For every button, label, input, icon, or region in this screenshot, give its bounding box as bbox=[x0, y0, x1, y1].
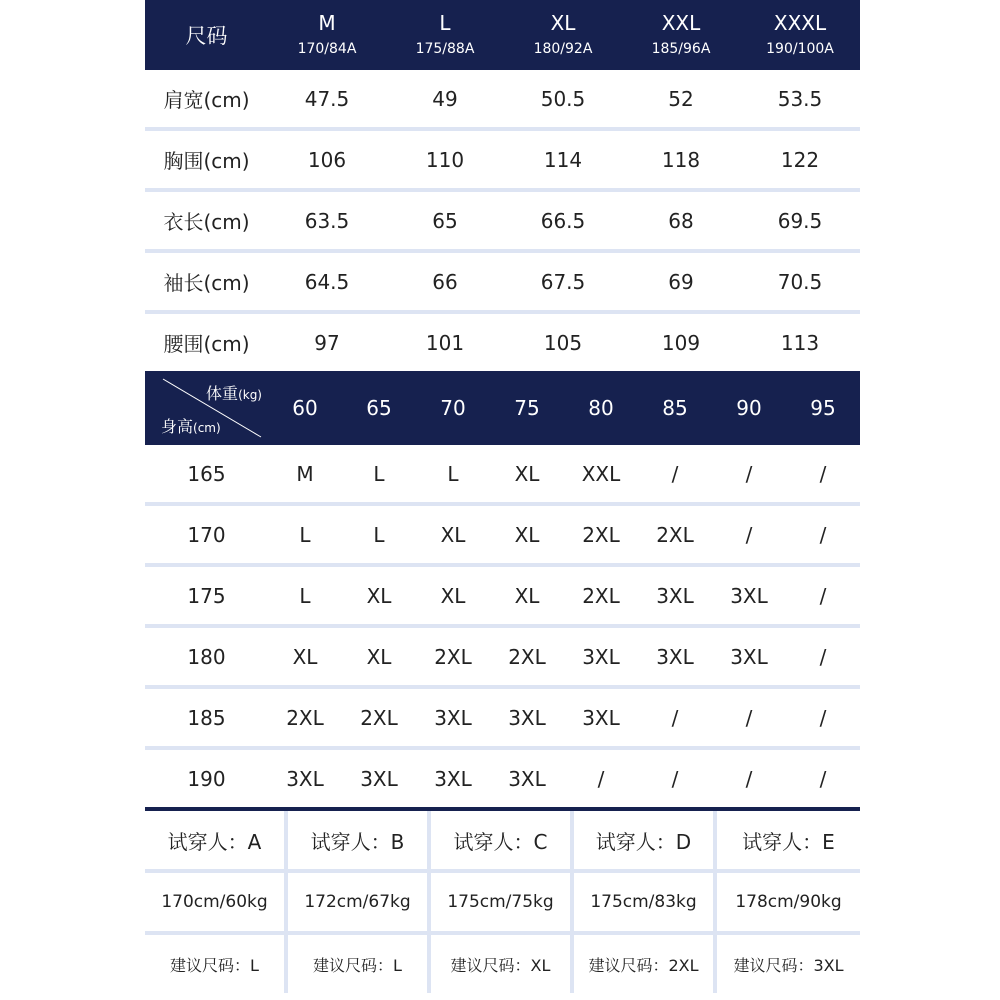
weight-col: 75 bbox=[514, 396, 540, 420]
table-cell: 47.5 bbox=[304, 86, 350, 111]
try-on-name: 试穿人：B bbox=[288, 811, 431, 869]
height-value: 190 bbox=[187, 766, 226, 791]
size-chart bbox=[145, 0, 860, 993]
table-row bbox=[145, 750, 860, 807]
try-on-measure: 170cm/60kg bbox=[145, 873, 288, 931]
try-on-suggest: 建议尺码：3XL bbox=[733, 955, 844, 975]
table-cell: XL bbox=[514, 583, 540, 608]
row-label: 腰围(cm) bbox=[163, 332, 250, 356]
try-on-name: 试穿人：D bbox=[574, 811, 717, 869]
table-row bbox=[145, 131, 860, 188]
table-cell: L bbox=[373, 522, 385, 547]
table-cell: XXL bbox=[581, 461, 621, 486]
table-cell: 2XL bbox=[582, 583, 620, 608]
table-cell: 67.5 bbox=[540, 269, 586, 294]
table-cell: M bbox=[296, 461, 314, 486]
try-on-table bbox=[145, 811, 860, 993]
weight-col: 70 bbox=[440, 396, 466, 420]
size-header-label: 尺码 bbox=[185, 24, 228, 48]
try-on-measure: 175cm/83kg bbox=[574, 873, 717, 931]
try-on-name: 试穿人：A bbox=[145, 811, 288, 869]
table-cell: / bbox=[597, 766, 605, 791]
try-on-names-row bbox=[145, 811, 860, 869]
try-on-name: 试穿人：E bbox=[742, 829, 835, 854]
row-label: 袖长(cm) bbox=[163, 271, 250, 295]
table-cell: 66.5 bbox=[540, 208, 586, 233]
table-cell: / bbox=[745, 705, 753, 730]
table-cell: 53.5 bbox=[777, 86, 823, 111]
table-cell: / bbox=[819, 583, 827, 608]
table-cell: 97 bbox=[314, 330, 340, 355]
table-cell: 2XL bbox=[656, 522, 694, 547]
size-col-l: L 175/88A bbox=[415, 11, 475, 57]
table-cell: 118 bbox=[661, 147, 701, 172]
table-cell: 49 bbox=[432, 86, 458, 111]
table-row bbox=[145, 689, 860, 746]
recommend-table-header bbox=[145, 371, 860, 445]
size-col-xxl: XXL 185/96A bbox=[651, 11, 711, 57]
table-row bbox=[145, 628, 860, 685]
table-cell: 3XL bbox=[508, 766, 546, 791]
table-cell: 2XL bbox=[434, 644, 472, 669]
try-on-name: 试穿人：C bbox=[431, 811, 574, 869]
weight-col: 90 bbox=[736, 396, 762, 420]
row-label: 肩宽(cm) bbox=[163, 88, 250, 112]
table-cell: L bbox=[447, 461, 459, 486]
table-cell: / bbox=[671, 705, 679, 730]
table-cell: / bbox=[745, 461, 753, 486]
table-cell: 3XL bbox=[582, 644, 620, 669]
table-cell: L bbox=[373, 461, 385, 486]
table-cell: 69.5 bbox=[777, 208, 823, 233]
weight-label: 体重(kg) bbox=[206, 384, 262, 403]
weight-col: 65 bbox=[366, 396, 392, 420]
table-cell: 65 bbox=[432, 208, 458, 233]
table-row bbox=[145, 253, 860, 310]
table-cell: 3XL bbox=[730, 644, 768, 669]
try-on-measure-row bbox=[145, 873, 860, 931]
table-cell: 2XL bbox=[360, 705, 398, 730]
table-cell: 3XL bbox=[434, 705, 472, 730]
table-cell: 3XL bbox=[656, 644, 694, 669]
height-label: 身高(cm) bbox=[161, 417, 221, 436]
table-cell: / bbox=[819, 766, 827, 791]
table-cell: / bbox=[819, 461, 827, 486]
table-cell: 66 bbox=[432, 269, 458, 294]
table-cell: 3XL bbox=[508, 705, 546, 730]
table-cell: 2XL bbox=[508, 644, 546, 669]
table-cell: / bbox=[745, 522, 753, 547]
table-row bbox=[145, 314, 860, 371]
table-cell: 109 bbox=[661, 330, 701, 355]
table-cell: 3XL bbox=[656, 583, 694, 608]
try-on-suggest: 建议尺码：XL bbox=[431, 935, 574, 993]
height-value: 170 bbox=[187, 522, 226, 547]
table-cell: / bbox=[819, 644, 827, 669]
table-cell: 101 bbox=[425, 330, 465, 355]
table-cell: 3XL bbox=[434, 766, 472, 791]
table-cell: 2XL bbox=[286, 705, 324, 730]
table-cell: 63.5 bbox=[304, 208, 350, 233]
table-cell: 68 bbox=[668, 208, 694, 233]
table-cell: 3XL bbox=[730, 583, 768, 608]
try-on-measure: 172cm/67kg bbox=[288, 873, 431, 931]
table-row bbox=[145, 192, 860, 249]
table-cell: 3XL bbox=[582, 705, 620, 730]
table-row bbox=[145, 70, 860, 127]
table-cell: 70.5 bbox=[777, 269, 823, 294]
try-on-suggest-row bbox=[145, 935, 860, 993]
row-label: 衣长(cm) bbox=[163, 210, 250, 234]
table-cell: / bbox=[671, 461, 679, 486]
table-cell: XL bbox=[292, 644, 318, 669]
weight-col: 60 bbox=[292, 396, 318, 420]
table-cell: 3XL bbox=[360, 766, 398, 791]
height-value: 180 bbox=[187, 644, 226, 669]
size-col-xl: XL 180/92A bbox=[533, 11, 593, 57]
table-row bbox=[145, 506, 860, 563]
table-cell: / bbox=[819, 705, 827, 730]
height-value: 185 bbox=[187, 705, 226, 730]
table-cell: 106 bbox=[307, 147, 347, 172]
table-cell: 114 bbox=[543, 147, 583, 172]
table-cell: 105 bbox=[543, 330, 583, 355]
weight-col: 80 bbox=[588, 396, 614, 420]
diagonal-header bbox=[145, 371, 268, 445]
table-cell: 113 bbox=[780, 330, 820, 355]
try-on-suggest: 建议尺码：2XL bbox=[574, 935, 717, 993]
table-cell: XL bbox=[366, 644, 392, 669]
table-row bbox=[145, 567, 860, 624]
table-cell: XL bbox=[514, 522, 540, 547]
table-cell: 2XL bbox=[582, 522, 620, 547]
table-cell: XL bbox=[366, 583, 392, 608]
table-cell: XL bbox=[440, 583, 466, 608]
weight-col: 85 bbox=[662, 396, 688, 420]
table-cell: 3XL bbox=[286, 766, 324, 791]
table-cell: L bbox=[299, 522, 311, 547]
try-on-measure: 178cm/90kg bbox=[735, 892, 842, 912]
table-cell: 64.5 bbox=[304, 269, 350, 294]
table-cell: 69 bbox=[668, 269, 694, 294]
try-on-suggest: 建议尺码：L bbox=[145, 935, 288, 993]
table-cell: L bbox=[299, 583, 311, 608]
height-value: 165 bbox=[187, 461, 226, 486]
size-col-xxxl: XXXL 190/100A bbox=[766, 11, 834, 57]
weight-col: 95 bbox=[810, 396, 836, 420]
table-cell: / bbox=[671, 766, 679, 791]
table-cell: XL bbox=[514, 461, 540, 486]
height-value: 175 bbox=[187, 583, 226, 608]
try-on-measure: 175cm/75kg bbox=[431, 873, 574, 931]
table-cell: / bbox=[745, 766, 753, 791]
table-cell: / bbox=[819, 522, 827, 547]
table-cell: XL bbox=[440, 522, 466, 547]
try-on-suggest: 建议尺码：L bbox=[288, 935, 431, 993]
table-cell: 50.5 bbox=[540, 86, 586, 111]
row-label: 胸围(cm) bbox=[163, 149, 250, 173]
size-table-header bbox=[145, 0, 860, 70]
table-row bbox=[145, 445, 860, 502]
size-col-m: M 170/84A bbox=[297, 11, 357, 57]
table-cell: 52 bbox=[668, 86, 694, 111]
table-cell: 110 bbox=[425, 147, 465, 172]
table-cell: 122 bbox=[780, 147, 820, 172]
